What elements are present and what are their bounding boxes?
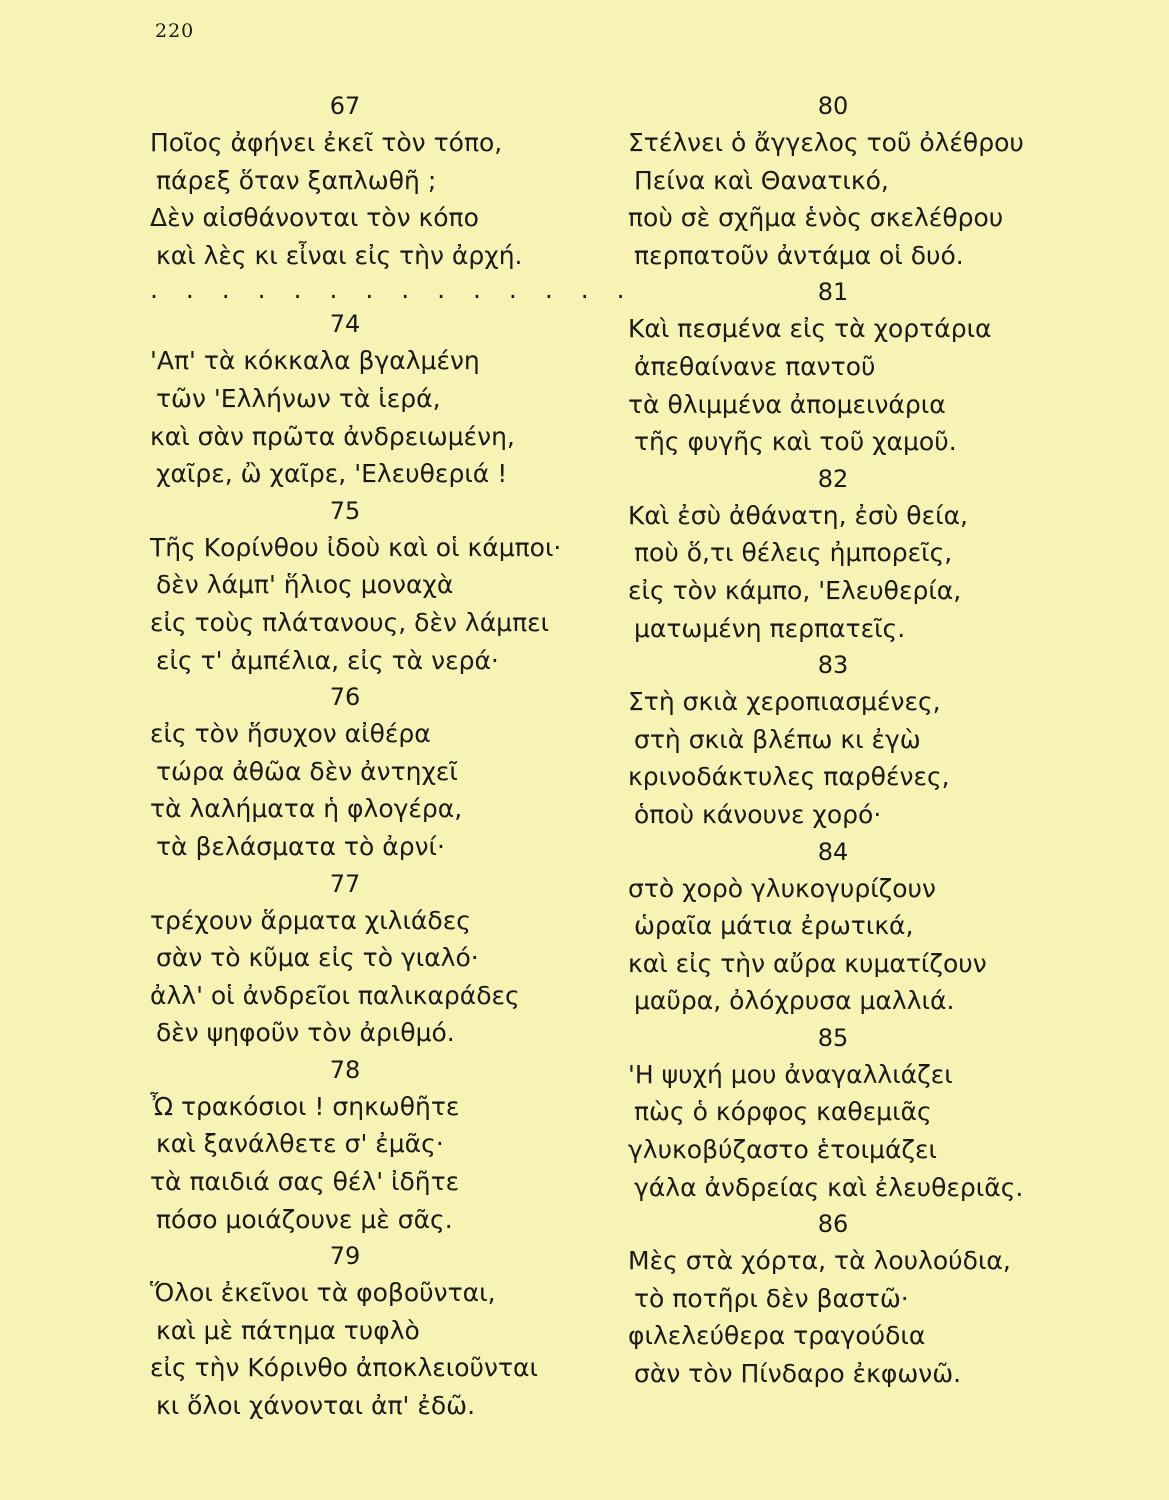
stanza-84	[628, 834, 1068, 1020]
stanza-85	[628, 1020, 1068, 1206]
verse-line: τὰ λαλήματα ἡ φλογέρα,	[150, 794, 463, 824]
stanza-number: 82	[817, 464, 849, 493]
verse-line: Καὶ πεσμένα εἰς τὰ χορτάρια	[628, 314, 992, 344]
stanza-number: 79	[329, 1242, 361, 1271]
verse-line: Ποῖος ἀφήνει ἐκεῖ τὸν τόπο,	[150, 128, 503, 157]
verse-line: ἀλλ' οἱ ἀνδρεῖοι παλικαράδες	[150, 980, 520, 1010]
verse-line: χαῖρε, ὢ χαῖρε, 'Ελευθεριά !	[156, 459, 508, 489]
stanza-number: 78	[329, 1055, 361, 1084]
stanza-number: 77	[329, 869, 361, 898]
verse-line: τὸ ποτῆρι δὲν βαστῶ·	[634, 1283, 909, 1313]
stanza-number: 81	[817, 278, 849, 307]
page-number: 220	[155, 20, 195, 42]
stanza-82	[628, 461, 1068, 647]
verse-line: Ὅλοι ἐκεῖνοι τὰ φοβοῦνται,	[150, 1278, 496, 1308]
verse-line: εἰς τὴν Κόρινθο ἀποκλειοῦνται	[150, 1353, 538, 1383]
stanza-number: 84	[817, 837, 849, 866]
stanza-80	[628, 88, 1068, 274]
stanza-81	[628, 274, 1068, 460]
verse-line: περπατοῦν ἀντάμα οἱ δυό.	[634, 240, 964, 270]
verse-line: 'Απ' τὰ κόκκαλα βγαλμένη	[150, 346, 480, 376]
stanza-number: 86	[817, 1210, 849, 1239]
verse-line: πὼς ὁ κόρφος καθεμιᾶς	[634, 1097, 932, 1127]
stanza-77	[150, 866, 570, 1052]
verse-line: στὸ χορὸ γλυκογυρίζουν	[628, 873, 936, 903]
verse-line: Καὶ ἐσὺ ἀθάνατη, ἐσὺ θεία,	[628, 500, 969, 530]
verse-line: Πείνα καὶ Θανατικό,	[634, 165, 889, 195]
verse-line: δὲν ψηφοῦν τὸν ἀριθμό.	[156, 1018, 455, 1048]
verse-line: τώρα ἀθῶα δὲν ἀντηχεῖ	[156, 756, 458, 786]
verse-line: καὶ σὰν πρῶτα ἀνδρειωμένη,	[150, 421, 515, 451]
verse-line: καὶ λὲς κι εἶναι εἰς τὴν ἀρχή.	[156, 240, 523, 270]
verse-line: γλυκοβύζαστο ἑτοιμάζει	[628, 1135, 937, 1165]
verse-line: Ὦ τρακόσιοι ! σηκωθῆτε	[150, 1091, 460, 1121]
stanza-number: 80	[817, 92, 849, 120]
verse-line: εἰς τ' ἀμπέλια, εἰς τὰ νερά·	[156, 645, 499, 675]
verse-line: τὰ παιδιά σας θέλ' ἰδῆτε	[150, 1167, 460, 1197]
stanza-75	[150, 493, 570, 679]
stanza-number: 83	[817, 651, 849, 680]
verse-line: κι ὅλοι χάνονται ἀπ' ἐδῶ.	[156, 1391, 476, 1421]
verse-line: ματωμένη περπατεῖς.	[634, 613, 906, 643]
verse-line: γάλα ἀνδρείας καὶ ἐλευθεριᾶς.	[634, 1172, 1024, 1202]
verse-line: Δὲν αἰσθάνονται τὸν κόπο	[150, 203, 479, 233]
verse-line: φιλελεύθερα τραγούδια	[628, 1321, 926, 1351]
stanza-86	[628, 1206, 1068, 1392]
right-column	[628, 88, 1068, 1393]
verse-line: σὰν τὸ κῦμα εἰς τὸ γιαλό·	[156, 943, 479, 973]
stanza-number: 75	[329, 496, 361, 525]
ellipsis-separator: . . . . . . . . . . . . . .	[150, 275, 635, 305]
stanza-76	[150, 679, 570, 865]
verse-line: Στὴ σκιὰ χεροπιασμένες,	[628, 687, 941, 717]
verse-line: εἰς τὸν κάμπο, 'Ελευθερία,	[628, 575, 962, 605]
verse-line: καὶ ξανάλθετε σ' ἐμᾶς·	[156, 1129, 444, 1159]
verse-line: δὲν λάμπ' ἥλιος μοναχὰ	[156, 570, 454, 600]
verse-line: τρέχουν ἅρματα χιλιάδες	[150, 905, 471, 935]
verse-line: εἰς τοὺς πλάτανους, δὲν λάμπει	[150, 607, 550, 637]
verse-line: στὴ σκιὰ βλέπω κι ἐγὼ	[634, 724, 921, 754]
verse-line: κρινοδάκτυλες παρθένες,	[628, 762, 950, 792]
verse-line: ἀπεθαίνανε παντοῦ	[634, 351, 876, 381]
verse-line: μαῦρα, ὀλόχρυσα μαλλιά.	[634, 986, 955, 1016]
stanza-number: 85	[817, 1023, 849, 1052]
verse-line: τὰ θλιμμένα ἀπομεινάρια	[628, 389, 946, 419]
verse-line: ὁποὺ κάνουνε χορό·	[634, 799, 882, 829]
verse-line: πόσο μοιάζουνε μὲ σᾶς.	[156, 1204, 453, 1234]
verse-line: εἰς τὸν ἥσυχον αἰθέρα	[150, 719, 431, 749]
stanza-74	[150, 306, 570, 492]
verse-line: τὰ βελάσματα τὸ ἀρνί·	[156, 831, 445, 861]
stanza-83	[628, 647, 1068, 833]
verse-line: πάρεξ ὅταν ξαπλωθῆ ;	[156, 165, 437, 195]
verse-line: Στέλνει ὁ ἄγγελος τοῦ ὀλέθρου	[628, 128, 1024, 157]
stanza-number: 67	[329, 92, 361, 120]
verse-line: Τῆς Κορίνθου ἰδοὺ καὶ οἱ κάμποι·	[150, 532, 562, 562]
stanza-78	[150, 1052, 570, 1238]
stanza-67	[150, 88, 570, 274]
left-column	[150, 88, 635, 1425]
verse-line: τῆς φυγῆς καὶ τοῦ χαμοῦ.	[634, 427, 957, 457]
stanza-number: 74	[329, 310, 361, 339]
verse-line: καὶ εἰς τὴν αὔρα κυματίζουν	[628, 948, 987, 978]
verse-line: ποὺ σὲ σχῆμα ἑνὸς σκελέθρου	[628, 203, 1004, 233]
verse-line: καὶ μὲ πάτημα τυφλὸ	[156, 1315, 420, 1345]
stanza-number: 76	[329, 683, 361, 712]
verse-line: 'Η ψυχή μου ἀναγαλλιάζει	[628, 1059, 953, 1089]
verse-line: ποὺ ὅ,τι θέλεις ἠμπορεῖς,	[634, 538, 953, 568]
verse-line: τῶν 'Ελλήνων τὰ ἱερά,	[156, 383, 441, 413]
verse-line: Μὲς στὰ χόρτα, τὰ λουλούδια,	[628, 1246, 1011, 1276]
verse-line: ὡραῖα μάτια ἐρωτικά,	[634, 911, 914, 941]
verse-line: σὰν τὸν Πίνδαρο ἐκφωνῶ.	[634, 1359, 962, 1389]
stanza-79	[150, 1238, 570, 1424]
